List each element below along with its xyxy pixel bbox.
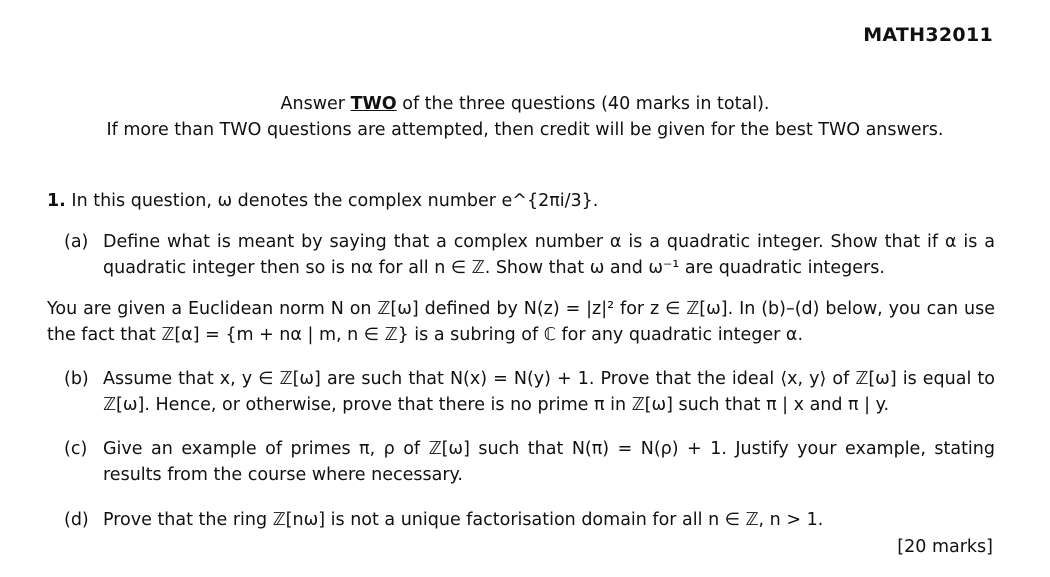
part-text: Assume that x, y ∈ ℤ[ω] are such that N(x) = N(y) + 1. Prove that the ideal ⟨x, y⟩ of ℤ[ω] is equal to ℤ[ω]. Hence, or otherwise, prove that there is no prime π in ℤ[ω] such that π | x and π | y. xyxy=(103,369,995,415)
part-d xyxy=(64,507,995,533)
marks-indicator: [20 marks] xyxy=(897,537,993,557)
context-paragraph: You are given a Euclidean norm N on ℤ[ω] defined by N(z) = |z|² for z ∈ ℤ[ω]. In (b)–(d) below, you can use the fact that ℤ[α] = {m + nα | m, n ∈ ℤ} is a subring of ℂ for any quadratic integer α. xyxy=(47,299,995,345)
course-code: MATH32011 xyxy=(863,24,993,46)
instructions-line-1-start: Answer xyxy=(280,94,351,114)
part-a xyxy=(64,229,995,281)
part-label: (d) xyxy=(64,510,89,530)
part-b xyxy=(64,366,995,418)
part-label: (a) xyxy=(64,232,89,252)
instructions-line-1-end: of the three questions (40 marks in total). xyxy=(396,94,770,114)
part-label: (c) xyxy=(64,439,88,459)
instructions-line-2: If more than TWO questions are attempted, then credit will be given for the best TWO answers. xyxy=(106,120,944,140)
instructions xyxy=(0,91,1050,143)
question-intro: In this question, ω denotes the complex number e^{2πi/3}. xyxy=(71,191,599,211)
part-label: (b) xyxy=(64,369,89,389)
instructions-line-1 xyxy=(0,91,1050,117)
question-heading xyxy=(47,189,598,213)
part-text: Define what is meant by saying that a complex number α is a quadratic integer. Show that if α is a quadratic integer then so is nα for all n ∈ ℤ. Show that ω and ω⁻¹ are quadratic integers. xyxy=(103,232,995,278)
part-text: Prove that the ring ℤ[nω] is not a unique factorisation domain for all n ∈ ℤ, n > 1. xyxy=(103,510,824,530)
part-text: Give an example of primes π, ρ of ℤ[ω] such that N(π) = N(ρ) + 1. Justify your example, stating results from the course where necessary. xyxy=(103,439,995,485)
emphasis-two: TWO xyxy=(350,94,397,114)
part-c xyxy=(64,436,995,488)
question-number: 1. xyxy=(47,191,66,211)
